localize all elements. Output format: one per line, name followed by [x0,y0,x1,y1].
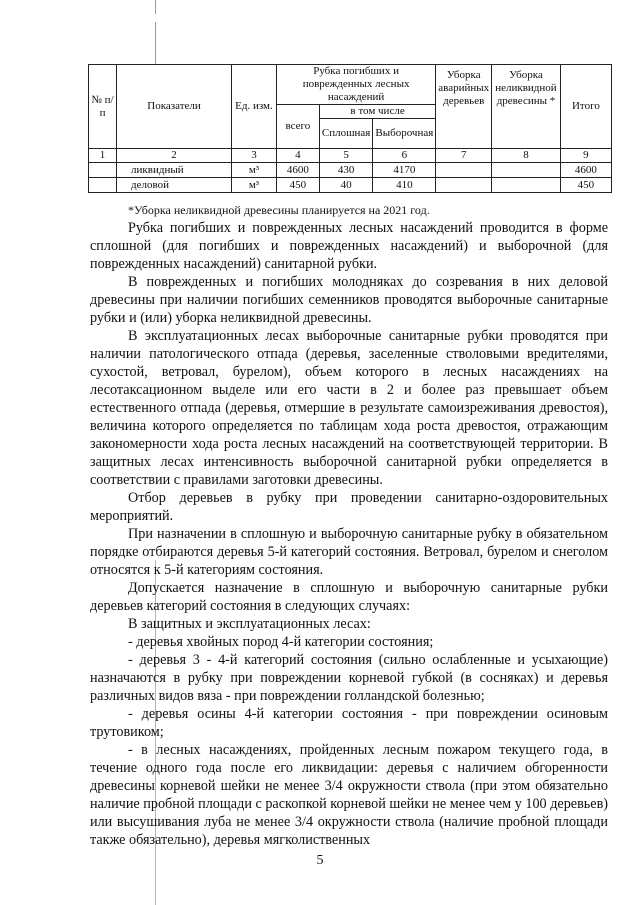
header-including: в том числе [319,105,435,119]
header-selective: Выборочная [373,119,436,149]
row-illiquid [492,163,561,178]
column-number: 3 [232,149,277,163]
column-number: 4 [276,149,319,163]
row-sum: 4600 [560,163,611,178]
column-number: 1 [89,149,117,163]
header-total: всего [276,105,319,149]
paragraph: В защитных и эксплуатационных лесах: [128,616,371,632]
row-selective: 4170 [373,163,436,178]
row-num [89,178,117,193]
paragraph: Допускается назначение в сплошную и выборочную санитарные рубки деревьев категорий состояния в следующих случаях: [90,580,608,614]
column-number: 8 [492,149,561,163]
column-number: 9 [560,149,611,163]
column-number: 5 [319,149,373,163]
column-number: 2 [117,149,232,163]
row-num [89,163,117,178]
row-unit: м³ [232,178,277,193]
paragraph: Рубка погибших и поврежденных лесных насаждений проводится в форме сплошной (для погибших и поврежденных насаждений) и выборочной (для поврежденных насаждений) санитарной рубки. [90,220,608,272]
row-total: 4600 [276,163,319,178]
paragraph: - деревья осины 4-й категории состояния - при повреждении осиновым трутовиком; [90,706,608,740]
row-selective: 410 [373,178,436,193]
header-num: № п/п [89,65,117,149]
column-number: 6 [373,149,436,163]
header-unit: Ед. изм. [232,65,277,149]
row-emergency [436,178,492,193]
row-clear: 430 [319,163,373,178]
table-footnote: *Уборка неликвидной древесины планируется на 2021 год. [128,203,430,217]
row-unit: м³ [232,163,277,178]
header-illiquid: Уборка неликвидной древесины * [492,65,561,149]
header-felling: Рубка погибших и поврежденных лесных насаждений [276,65,435,105]
header-indicators: Показатели [117,65,232,149]
table-row [89,163,612,178]
scan-line [155,0,156,14]
row-clear: 40 [319,178,373,193]
row-sum: 450 [560,178,611,193]
felling-volume-table [88,64,612,193]
row-name: деловой [117,178,232,193]
page-number: 5 [316,853,324,868]
paragraph: - в лесных насаждениях, пройденных лесным пожаром текущего года, в течение одного года после его ликвидации: деревья с наличием обгоренности древесины корневой шейки не менее 3/4 окружности ствола (при этом обязательно наличие пробной площади с раскопкой корневой шейки не менее чем у 100 деревьев) или высушивания луба не менее 3/4 окружности ствола (наличие пробной площади также обязательно), деревья мягколиственных [90,742,608,848]
scan-line [155,22,156,64]
paragraph: В эксплуатационных лесах выборочные санитарные рубки проводятся при наличии патологического отпада (деревья, заселенные стволовыми вредителями, сухостой, ветровал, бурелом), объем которого в лесных насаждениях на лесотаксационном выделе или его части в 2 и более раз превышает объем естественного отпада (деревья, отмершие в результате самоизреживания древостоя), величина которого определяется по таблицам хода роста древостоя, отражающим закономерности хода роста лесных насаждений на соответствующей территории. В защитных лесах интенсивность выборочной санитарной рубки определяется в соответствии с правилами заготовки древесины. [90,328,608,488]
header-sum: Итого [560,65,611,149]
table-column-numbers [89,149,612,163]
header-clear: Сплошная [319,119,373,149]
column-number: 7 [436,149,492,163]
row-total: 450 [276,178,319,193]
row-emergency [436,163,492,178]
table-header-row [89,65,612,105]
paragraph: При назначении в сплошную и выборочную санитарные рубку в обязательном порядке отбираются деревья 5-й категорий состояния. Ветровал, бурелом и снеголом относятся к 5-й категориям состояния. [90,526,608,578]
row-name: ликвидный [117,163,232,178]
paragraph: - деревья хвойных пород 4-й категории состояния; [128,634,434,650]
paragraph: В поврежденных и погибших молодняках до созревания в них деловой древесины при наличии погибших семенников проводятся выборочные санитарные рубки и (или) уборка неликвидной древесины. [90,274,608,326]
table-row [89,178,612,193]
paragraph: - деревья 3 - 4-й категорий состояния (сильно ослабленные и усыхающие) назначаются в рубку при повреждении корневой губкой (в сосняках) и деревья различных видов вяза - при повреждении голландской болезнью; [90,652,608,704]
header-emergency: Уборка аварийных деревьев [436,65,492,149]
row-illiquid [492,178,561,193]
body-text [90,219,608,849]
paragraph: Отбор деревьев в рубку при проведении санитарно-оздоровительных мероприятий. [90,490,608,524]
